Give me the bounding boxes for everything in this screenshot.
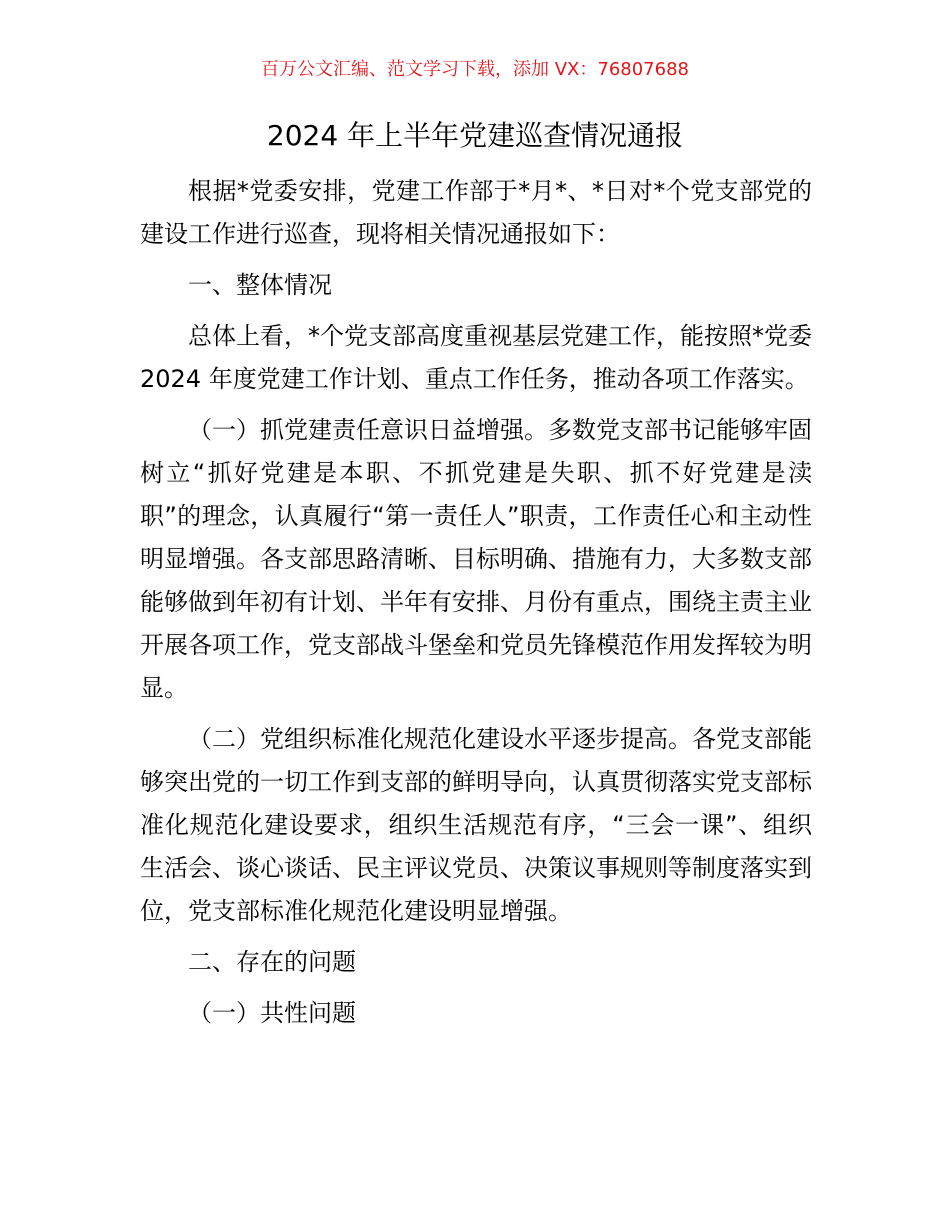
header-watermark-text: 百万公文汇编、范文学习下载，添加 VX：76807688 (261, 59, 689, 80)
document-title: 2024 年上半年党建巡查情况通报 (266, 119, 684, 152)
paragraph-intro: 根据*党委安排，党建工作部于*月*、*日对*个党支部党的建设工作进行巡查，现将相关情况通报如下： (140, 177, 812, 248)
paragraph-overall: 总体上看，*个党支部高度重视基层党建工作，能按照*党委 2024 年度党建工作计划、重点工作任务，推动各项工作落实。 (140, 322, 812, 393)
document-body (140, 170, 812, 1043)
paragraph-point-2: （二）党组织标准化规范化建设水平逐步提高。各党支部能够突出党的一切工作到支部的鲜明导向，认真贯彻落实党支部标准化规范化建设要求，组织生活规范有序，“三会一课”、组织生活会、谈心谈话、民主评议党员、决策议事规则等制度落实到位，党支部标准化规范化建设明显增强。 (140, 725, 812, 925)
paragraph-point-1: （一）抓党建责任意识日益增强。多数党支部书记能够牢固树立“抓好党建是本职、不抓党建是失职、抓不好党建是渎职”的理念，认真履行“第一责任人”职责，工作责任心和主动性明显增强。各支部思路清晰、目标明确、措施有力，大多数支部能够做到年初有计划、半年有安排、月份有重点，围绕主责主业开展各项工作，党支部战斗堡垒和党员先锋模范作用发挥较为明显。 (140, 416, 812, 702)
section-heading-problems: 二、存在的问题 (188, 948, 356, 976)
subheading-common-problems: （一）共性问题 (188, 999, 356, 1027)
section-heading-overall: 一、整体情况 (188, 271, 332, 299)
